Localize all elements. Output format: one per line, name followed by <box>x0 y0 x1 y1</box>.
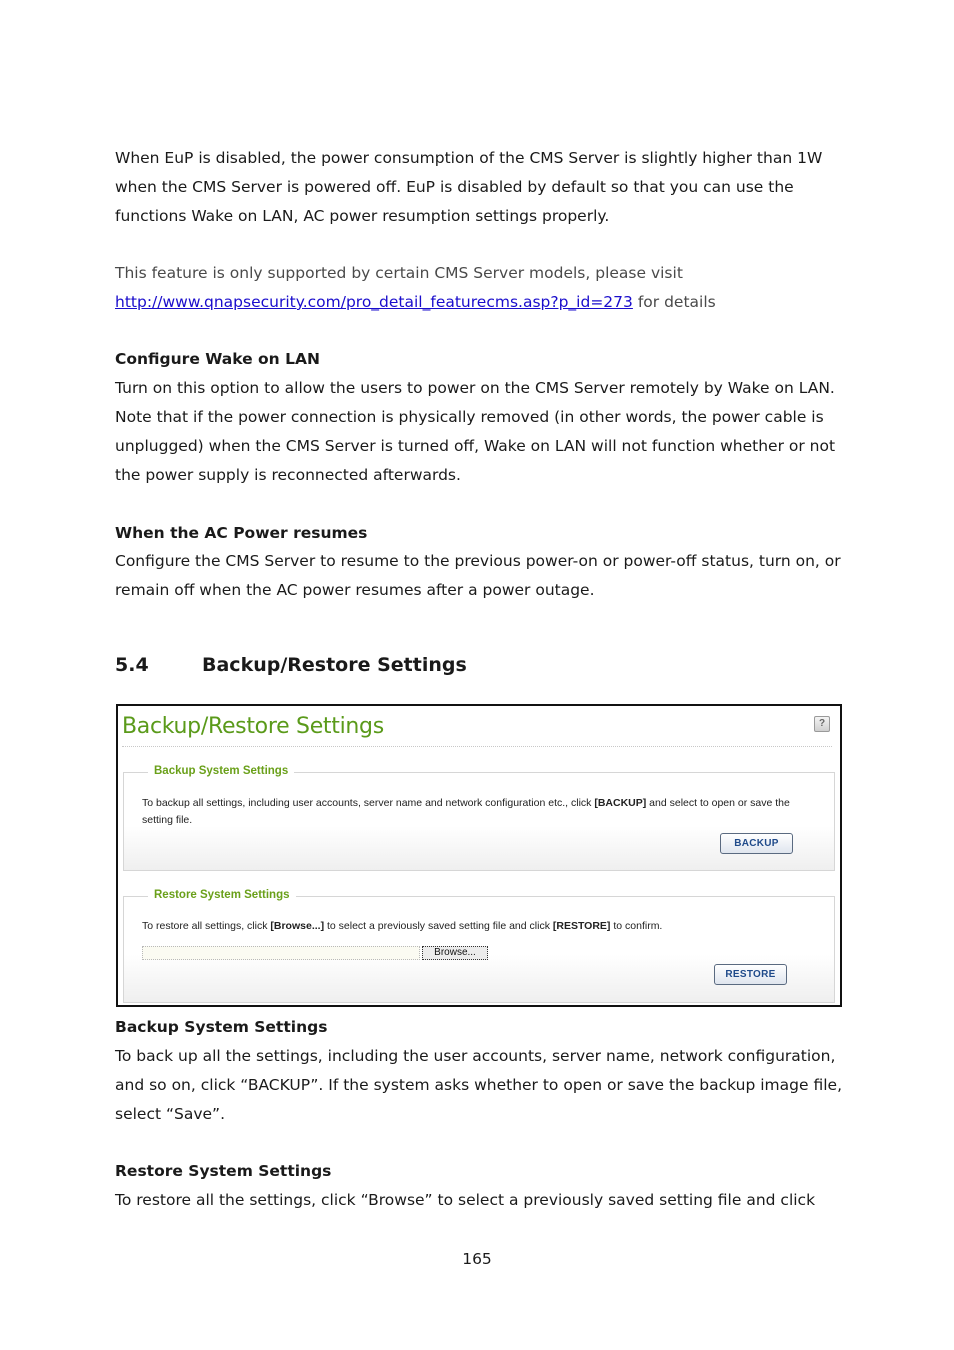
panel-title: Backup/Restore Settings <box>122 714 384 739</box>
restore-instructions <box>142 918 822 935</box>
backup-fieldset <box>123 765 835 871</box>
help-icon[interactable]: ? <box>814 716 830 732</box>
restore-legend: Restore System Settings <box>148 889 296 901</box>
backup-text-post: and select to open or save the setting file. <box>142 797 790 826</box>
backup-legend: Backup System Settings <box>148 765 294 777</box>
restore-desc-body: To restore all the settings, click “Browse” to select a previously saved setting file and click <box>115 1191 816 1209</box>
backup-desc-heading: Backup System Settings <box>115 1018 328 1036</box>
section-title: Backup/Restore Settings <box>202 654 467 676</box>
backup-desc-body: To back up all the settings, including the user accounts, server name, network configuration, and so on, click “BACKUP”. If the system asks whether to open or save the backup image file, select “Save”. <box>115 1047 842 1123</box>
title-divider <box>122 746 832 747</box>
restore-text-post: to confirm. <box>610 920 663 932</box>
section-number: 5.4 <box>115 654 149 676</box>
restore-text-pre: To restore all settings, click <box>142 920 271 932</box>
restore-desc-heading: Restore System Settings <box>115 1162 332 1180</box>
backup-button[interactable]: BACKUP <box>720 833 793 854</box>
feature-note-text: This feature is only supported by certain CMS Server models, please visit <box>115 264 683 282</box>
backup-instructions <box>142 795 802 829</box>
feature-link[interactable]: http://www.qnapsecurity.com/pro_detail_featurecms.asp?p_id=273 <box>115 293 633 311</box>
backup-text-pre: To backup all settings, including user accounts, server name and network configuration etc., click <box>142 797 595 809</box>
restore-fieldset <box>123 889 835 1003</box>
restore-text-bold1: [Browse...] <box>270 920 325 932</box>
ac-heading: When the AC Power resumes <box>115 524 368 542</box>
restore-text-mid: to select a previously saved setting file and click <box>324 920 553 932</box>
file-path-input[interactable] <box>142 946 420 960</box>
feature-note <box>115 259 850 317</box>
restore-button[interactable]: RESTORE <box>714 964 787 985</box>
page-number: 165 <box>462 1250 492 1268</box>
backup-text-bold: [BACKUP] <box>594 797 647 809</box>
feature-note-tail: for details <box>632 293 716 311</box>
ac-body: Configure the CMS Server to resume to the previous power-on or power-off status, turn on, or remain off when the AC power resumes after a power outage. <box>115 552 841 599</box>
eup-paragraph: When EuP is disabled, the power consumption of the CMS Server is slightly higher than 1W when the CMS Server is powered off. EuP is disabled by default so that you can use the functions Wake on LAN, AC power resumption settings properly. <box>115 149 823 225</box>
wol-body: Turn on this option to allow the users to power on the CMS Server remotely by Wake on LAN. Note that if the power connection is physically removed (in other words, the power cable is unplugged) when the CMS Server is turned off, Wake on LAN will not function whether or not the power supply is reconnected afterwards. <box>115 379 836 484</box>
section-heading <box>115 654 467 676</box>
backup-restore-screenshot <box>116 704 842 1007</box>
restore-text-bold2: [RESTORE] <box>552 920 611 932</box>
browse-button[interactable]: Browse... <box>422 946 488 960</box>
wol-heading: Configure Wake on LAN <box>115 350 320 368</box>
